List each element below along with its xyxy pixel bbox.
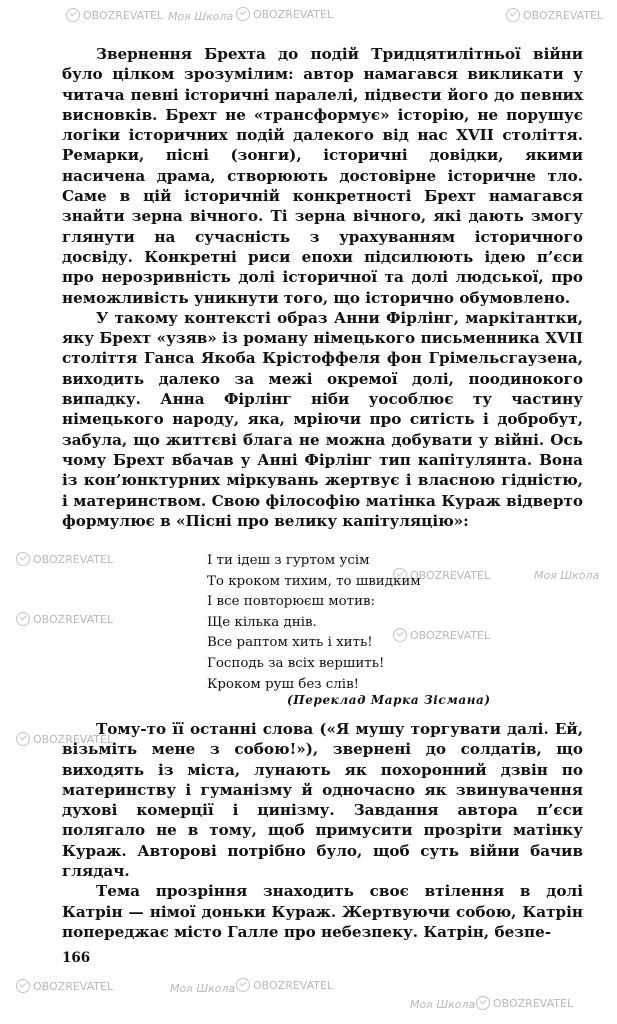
- watermark-text: OBOZREVATEL: [33, 733, 114, 746]
- watermark-logo-icon: [236, 7, 250, 21]
- watermark-text: OBOZREVATEL: [253, 979, 334, 992]
- watermark-logo-icon: [16, 552, 30, 566]
- paragraph-2: У такому контексті образ Анни Фірлінг, маркітантки, яку Брехт «узяв» із роману німецького письменника XVII століття Ганса Якоба Крістоффеля фон Грімельсгаузена, виходить далеко за межі окремої долі, поодинокого випадку. Анна Фірлінг ніби уособлює ту частину німецького народу, яка, мріючи про ситість і добробут, забула, що життєві блага не можна добувати у війні. Ось чому Брехт вбачав у Анні Фірлінг тип капітулянта. Вона із кон’юнктурних міркувань жертвує і власною гідністю, і материнством. Свою філософію матінка Кураж відверто формулює в «Пісні про велику капітуляцію»:: [62, 308, 583, 530]
- poem-line: Все раптом хить і хить!: [207, 635, 373, 651]
- watermark-logo-icon: [16, 979, 30, 993]
- watermark-text: OBOZREVATEL: [523, 9, 604, 22]
- watermark-text: OBOZREVATEL: [493, 997, 574, 1010]
- watermark-text: Моя Школа: [410, 998, 476, 1011]
- watermark-logo-icon: [506, 8, 520, 22]
- watermark-logo-icon: [16, 612, 30, 626]
- watermark-text: OBOZREVATEL: [33, 980, 114, 993]
- watermark-logo-icon: [66, 8, 80, 22]
- watermark-text: OBOZREVATEL: [253, 8, 334, 21]
- watermark-logo-icon: [236, 978, 250, 992]
- watermark-logo-icon: [16, 732, 30, 746]
- paragraph-4: Тема прозріння знаходить своє втілення в долі Катрін — німої доньки Кураж. Жертвуючи собою, Катрін попереджає місто Галле про небезпеку. Катрін, безпе-: [62, 882, 583, 941]
- poem-quote: [207, 551, 537, 695]
- watermark-text: OBOZREVATEL: [410, 629, 491, 642]
- translation-credit: (Переклад Марка Зісмана): [287, 693, 491, 707]
- poem-line: І ти ідеш з гуртом усім: [207, 553, 370, 568]
- watermark-text: Моя Школа: [534, 569, 600, 582]
- page-number: 166: [62, 950, 91, 966]
- paragraph-1: Звернення Брехта до подій Тридцятилітньої війни було цілком зрозумілим: автор намагався викликати у читача певні історичні паралелі, підвести його до певних висновків. Брехт не «трансформує» історію, не порушує логіки історичних подій далекого від нас XVII століття. Ремарки, пісні (зонги), історичні довідки, якими насичена драма, створюють достовірне історичне тло. Саме в цій історичній конкретності Брехт намагався знайти зерна вічного. Ті зерна вічного, які дають змогу глянути на сучасність з урахуванням історичного досвіду. Конкретні риси епохи підсилюють ідею п’єси про нерозривність долі історичної та долі людської, про неможливість уникнути того, що історично обумовлено.: [62, 45, 583, 307]
- watermark-text: OBOZREVATEL: [410, 569, 491, 582]
- watermark-text: OBOZREVATEL: [33, 613, 114, 626]
- body-text-lower: [62, 719, 583, 942]
- paragraph-3: Тому-то її останні слова («Я мушу торгувати далі. Ей, візьміть мене з собою!»), звернені до солдатів, що виходять із міста, лунають як похоронний дзвін по материнству і гуманізму й одночасно як звинувачення духові комерції і цинізму. Завдання автора п’єси полягало не в тому, щоб примусити прозріти матінку Кураж. Авторові потрібно було, щоб суть війни бачив глядач.: [62, 720, 583, 881]
- watermark-text: Моя Школа: [168, 10, 234, 23]
- poem-line: І все повторюєш мотив:: [207, 594, 376, 610]
- watermark-logo-icon: [476, 996, 490, 1010]
- watermark-text: OBOZREVATEL: [33, 553, 114, 566]
- poem-line: Господь за всіх вершить!: [207, 655, 385, 671]
- poem-line: То кроком тихим, то швидким: [207, 573, 421, 589]
- poem-line: Ще кілька днів.: [207, 614, 317, 630]
- poem-line: Кроком руш без слів!: [207, 676, 360, 692]
- watermark-text: Моя Школа: [170, 982, 236, 995]
- watermark-text: OBOZREVATEL: [83, 9, 164, 22]
- body-text-upper: [62, 44, 583, 531]
